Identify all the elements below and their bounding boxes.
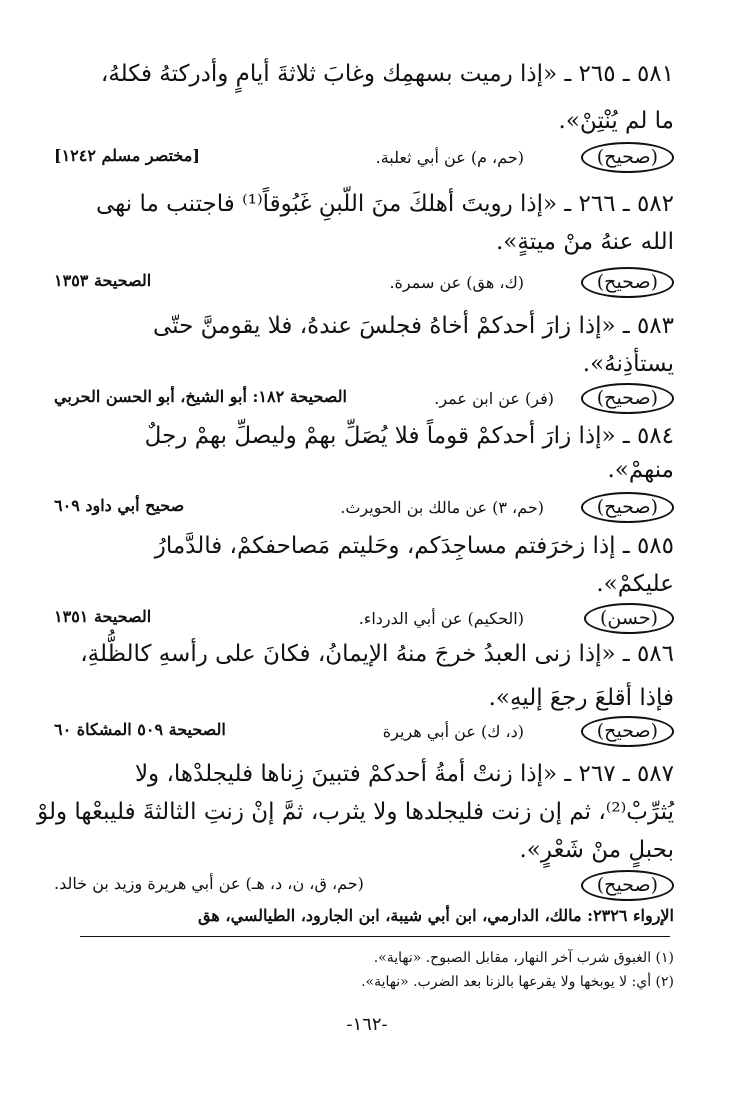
source-attribution: (فر) عن ابن عمر.	[434, 389, 554, 408]
hadith-586-line-1: ٥٨٦ ـ «إذا زنى العبدُ خرجَ منهُ الإيمانُ، فكانَ على رأسهِ كالظُّلةِ،	[80, 641, 674, 667]
reference: الصحيحة ١٨٢: أبو الشيخ، أبو الحسن الحربي	[54, 387, 347, 406]
hadith-587-line-2: يُثرِّبْ⁽²⁾، ثم إن زنت فليجلدها ولا يثرب، ثمَّ إنْ زنتِ الثالثةَ فليبعْها ولوْ	[37, 799, 674, 825]
reference: الصحيحة ١٣٥١	[54, 607, 152, 626]
page-number: -١٦٢-	[346, 1014, 388, 1035]
hadith-581-line-1: ٥٨١ ـ ٢٦٥ ـ «إذا رميت بسهمِك وغابَ ثلاثةَ أيامٍ وأدركتهُ فكلهُ،	[100, 61, 674, 87]
grade-badge: (صحيح)	[581, 870, 674, 901]
reference: الصحيحة ١٣٥٣	[54, 271, 152, 290]
footnote-divider	[80, 936, 670, 937]
hadith-581-line-2: ما لم يُنْتِنْ».	[558, 108, 674, 134]
footnote-2: (٢) أي: لا يوبخها ولا يقرعها بالزنا بعد الضرب. «نهاية».	[361, 974, 674, 990]
hadith-584-line-2: منهمْ».	[607, 457, 674, 483]
hadith-587-reference: الإرواء ٢٣٢٦: مالك، الدارمي، ابن أبي شيبة، ابن الجارود، الطيالسي، هق	[198, 906, 674, 925]
grade-badge: (صحيح)	[581, 142, 674, 173]
hadith-585-line-1: ٥٨٥ ـ إذا زخرَفتم مساجِدَكم، وحَليتم مَصاحفكمْ، فالدَّمارُ	[154, 533, 674, 559]
hadith-585-meta	[54, 603, 674, 643]
hadith-587-line-1: ٥٨٧ ـ ٢٦٧ ـ «إذا زنتْ أمةُ أحدكمْ فتبينَ زِناها فليجلدْها، ولا	[134, 761, 674, 787]
reference: [مختصر مسلم ١٢٤٢]	[54, 146, 200, 165]
source-attribution: (ك، هق) عن سمرة.	[389, 273, 524, 292]
hadith-585-line-2: عليكمْ».	[596, 571, 674, 597]
hadith-586-meta	[54, 716, 674, 756]
hadith-586-line-2: فإذا أقلعَ رجعَ إليهِ».	[488, 685, 674, 711]
source-attribution: (د، ك) عن أبي هريرة	[382, 722, 524, 741]
source-attribution: (الحكيم) عن أبي الدرداء.	[358, 609, 524, 628]
hadith-582-line-1: ٥٨٢ ـ ٢٦٦ ـ «إذا رويتَ أهلكَ منَ اللّبنِ غَبُوقاً⁽¹⁾ فاجتنب ما نهى	[95, 191, 674, 217]
reference: صحيح أبي داود ٦٠٩	[54, 496, 185, 515]
footnote-1: (١) الغبوق شرب آخر النهار، مقابل الصبوح. «نهاية».	[373, 950, 674, 966]
hadith-583-meta	[54, 383, 674, 423]
grade-badge: (صحيح)	[581, 492, 674, 523]
hadith-583-line-1: ٥٨٣ ـ «إذا زارَ أحدكمْ أخاهُ فجلسَ عندهُ، فلا يقومنَّ حتّى	[153, 313, 674, 339]
grade-badge: (صحيح)	[581, 267, 674, 298]
hadith-584-meta	[54, 492, 674, 532]
hadith-587-line-3: بحبلٍ منْ شَعْرٍ».	[519, 837, 674, 863]
hadith-582-line-2: الله عنهُ منْ ميتةٍ».	[495, 229, 674, 255]
reference: الصحيحة ٥٠٩ المشكاة ٦٠	[54, 720, 226, 739]
hadith-587-meta	[54, 870, 674, 910]
grade-badge: (صحيح)	[581, 383, 674, 414]
source-attribution: (حم، م) عن أبي ثعلبة.	[375, 148, 524, 167]
source-attribution: (حم، ٣) عن مالك بن الحويرث.	[340, 498, 544, 517]
grade-badge: (حسن)	[584, 603, 674, 634]
grade-badge: (صحيح)	[581, 716, 674, 747]
hadith-584-line-1: ٥٨٤ ـ «إذا زارَ أحدكمْ قوماً فلا يُصَلِّ بهمْ وليصلِّ بهمْ رجلٌ	[144, 423, 674, 449]
hadith-582-meta	[54, 267, 674, 307]
source-attribution: (حم، ق، ن، د، هـ) عن أبي هريرة وزيد بن خالد.	[54, 874, 364, 893]
hadith-583-line-2: يستأذِنهُ».	[582, 351, 674, 377]
hadith-581-meta	[54, 142, 674, 182]
